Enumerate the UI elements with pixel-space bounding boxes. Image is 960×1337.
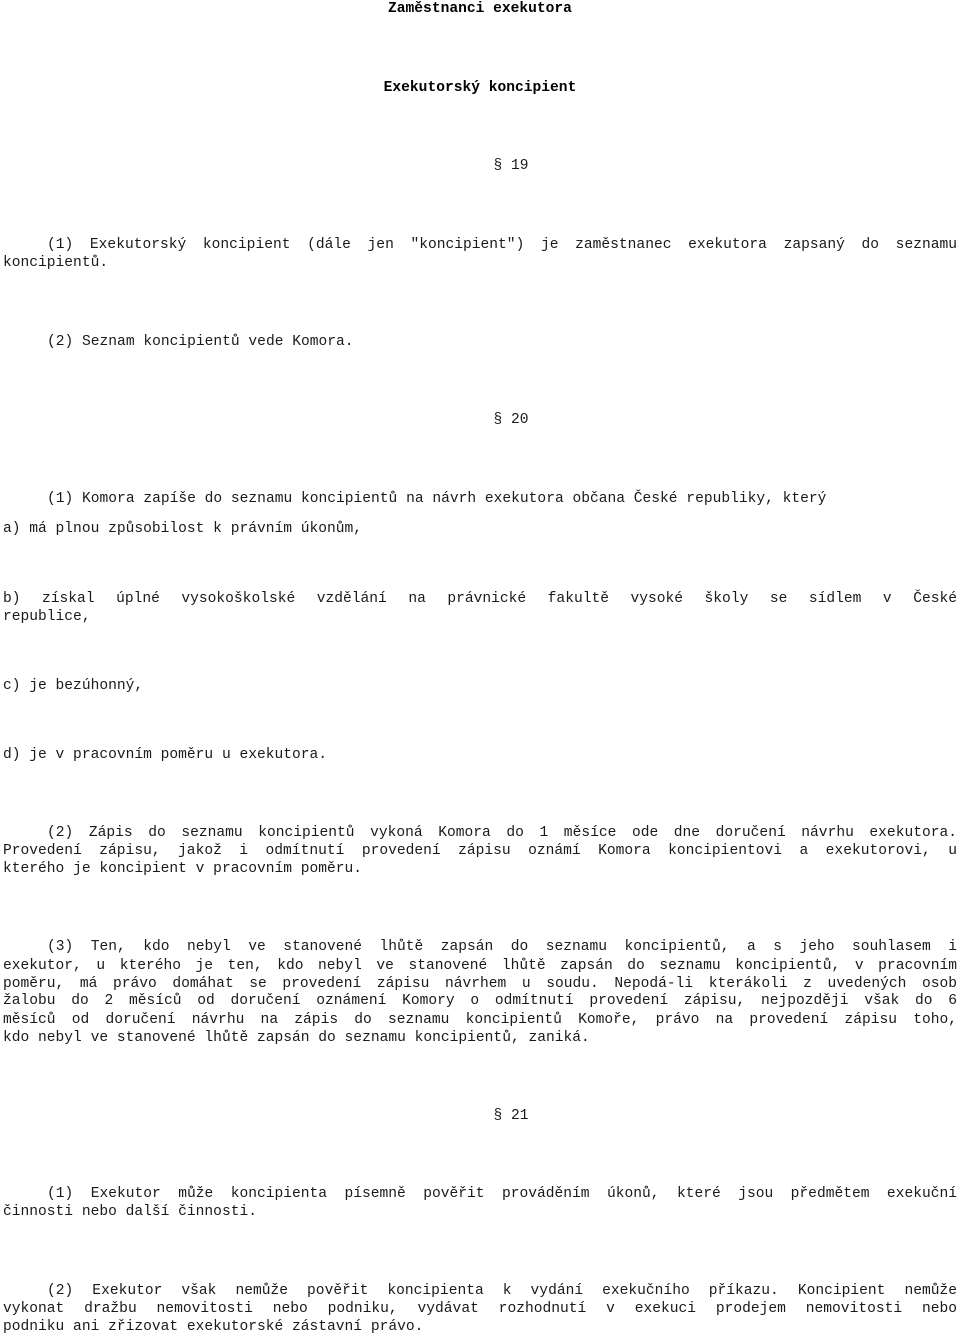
- document-subheading: Exekutorský koncipient: [383, 80, 577, 96]
- s20-paragraph-1: (1) Komora zapíše do seznamu koncipientů na návrh exekutora občana České republiky, který: [47, 491, 827, 507]
- s20-paragraph-2-line-3: kterého je koncipient v pracovním poměru.: [3, 861, 363, 877]
- s20-item-a: a) má plnou způsobilost k právním úkonům,: [3, 521, 363, 537]
- s20-item-b-line-1: b) získal úplné vysokoškolské vzdělání na právnické fakultě vysoké školy se sídlem v České: [3, 591, 957, 607]
- s21-paragraph-2-line-3: podniku ani zřizovat exekutorské zástavní právo.: [3, 1319, 424, 1335]
- s20-paragraph-2-line-2: Provedení zápisu, jakož i odmítnutí provedení zápisu oznámí Komora koncipientovi a exekutorovi, u: [3, 843, 957, 859]
- s20-item-b-line-2: republice,: [3, 609, 91, 625]
- s19-paragraph-1-line-1: (1) Exekutorský koncipient (dále jen "koncipient") je zaměstnanec exekutora zapsaný do seznamu: [47, 237, 957, 253]
- s20-paragraph-3-line-4: žalobu do 2 měsíců od doručení oznámení Komory o odmítnutí provedení zápisu, nejpozději však do 6: [3, 993, 957, 1009]
- s20-paragraph-3-line-1: (3) Ten, kdo nebyl ve stanovené lhůtě zapsán do seznamu koncipientů, a s jeho souhlasem i: [47, 939, 957, 955]
- s19-paragraph-1-line-2: koncipientů.: [3, 255, 109, 271]
- s21-paragraph-2-line-1: (2) Exekutor však nemůže pověřit koncipienta k vydání exekučního příkazu. Koncipient nemůže: [47, 1283, 957, 1299]
- s19-paragraph-2: (2) Seznam koncipientů vede Komora.: [47, 334, 354, 350]
- document-heading: Zaměstnanci exekutora: [388, 1, 572, 17]
- section-20-title: § 20: [493, 412, 529, 428]
- s20-paragraph-3-line-5: měsíců od doručení návrhu na zápis do seznamu koncipientů Komoře, právo na provedení zápisu toho,: [3, 1012, 957, 1028]
- s21-paragraph-1-line-2: činnosti nebo další činnosti.: [3, 1204, 257, 1220]
- s21-paragraph-2-line-2: vykonat dražbu nemovitosti nebo podniku, vydávat rozhodnutí v exekuci prodejem nemovitosti nebo: [3, 1301, 957, 1317]
- s20-paragraph-3-line-2: exekutor, u kterého je ten, kdo nebyl ve stanovené lhůtě zapsán do seznamu koncipientů, v pracovním: [3, 958, 957, 974]
- s20-item-d: d) je v pracovním poměru u exekutora.: [3, 747, 328, 763]
- s20-paragraph-3-line-6: kdo nebyl ve stanovené lhůtě zapsán do seznamu koncipientů, zaniká.: [3, 1030, 590, 1046]
- s20-paragraph-3-line-3: poměru, má právo domáhat se provedení zápisu návrhem u soudu. Nepodá-li kterákoli z uvedených osob: [3, 976, 957, 992]
- s21-paragraph-1-line-1: (1) Exekutor může koncipienta písemně pověřit prováděním úkonů, které jsou předmětem exekuční: [47, 1186, 957, 1202]
- s20-paragraph-2-line-1: (2) Zápis do seznamu koncipientů vykoná Komora do 1 měsíce ode dne doručení návrhu exekutora.: [47, 825, 957, 841]
- section-19-title: § 19: [493, 158, 529, 174]
- s20-item-c: c) je bezúhonný,: [3, 678, 144, 694]
- section-21-title: § 21: [493, 1108, 529, 1124]
